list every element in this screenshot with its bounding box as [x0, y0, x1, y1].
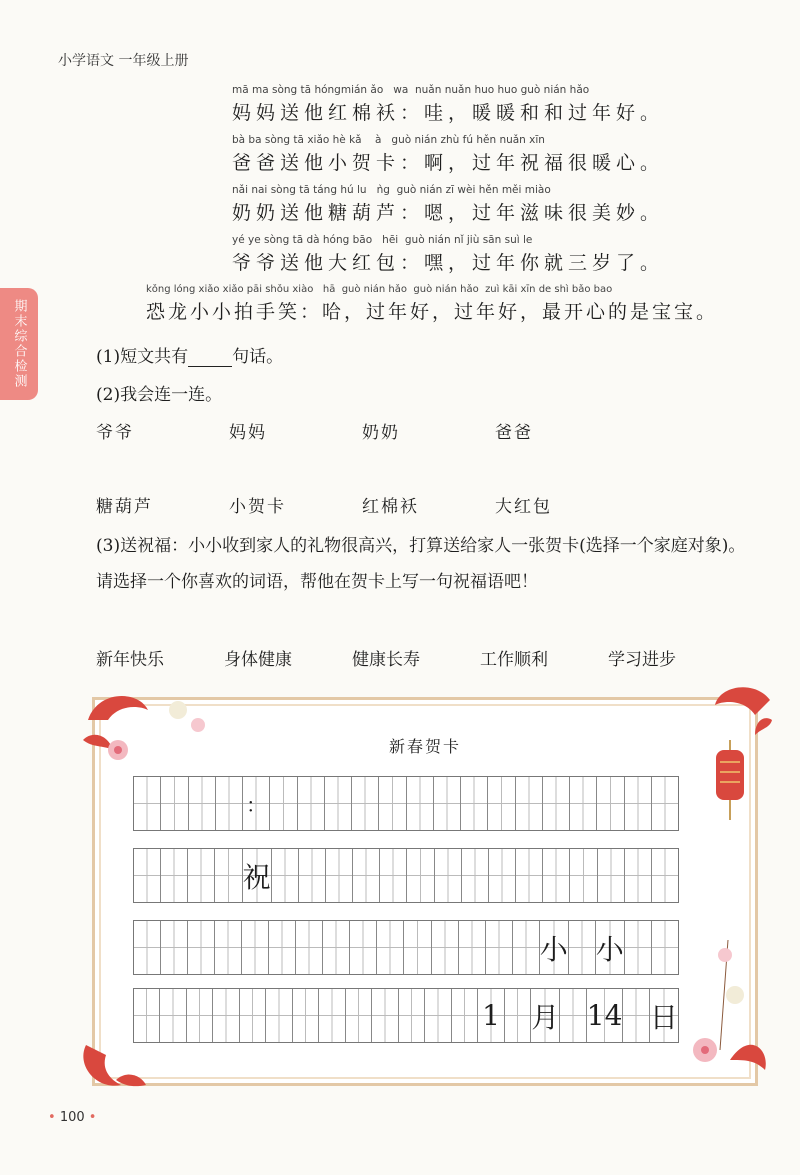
writing-row-4[interactable] — [133, 988, 679, 1043]
person-item[interactable]: 妈妈 — [229, 423, 267, 443]
flower-corner-bottom-right-icon — [680, 940, 770, 1080]
flower-corner-top-left-icon — [78, 680, 218, 770]
hanzi-line: 奶奶送他糖葫芦：嗯，过年滋味很美妙。 — [232, 202, 665, 224]
poem-line-3 — [232, 184, 664, 225]
hanzi-line: 爸爸送他小贺卡：啊，过年祝福很暖心。 — [232, 152, 665, 174]
person-item[interactable]: 爸爸 — [495, 423, 533, 443]
gift-item[interactable]: 大红包 — [495, 497, 552, 517]
date-day-char: 日 — [650, 989, 678, 1042]
person-item[interactable]: 奶奶 — [362, 423, 400, 443]
signature-char: 小 — [596, 921, 625, 974]
gift-item[interactable]: 糖葫芦 — [96, 497, 153, 517]
date-month: 1 — [478, 989, 504, 1042]
wish-option[interactable]: 新年快乐 — [96, 650, 164, 670]
poem-line-2 — [232, 134, 664, 175]
lantern-icon — [710, 740, 750, 830]
writing-row-2[interactable] — [133, 848, 679, 903]
question-1 — [96, 342, 283, 367]
signature-char: 小 — [540, 921, 569, 974]
hanzi-line: 恐龙小小拍手笑：哈，过年好，过年好，最开心的是宝宝。 — [146, 301, 719, 323]
hanzi-line: 爷爷送他大红包：嘿，过年你就三岁了。 — [232, 252, 665, 274]
date-month-char: 月 — [531, 989, 560, 1042]
pinyin-line: mā ma sòng tā hóngmián ǎo wa nuǎn nuǎn huo huo guò nián hǎo — [232, 84, 590, 96]
wish-option[interactable]: 身体健康 — [224, 650, 292, 670]
question-1-text: (1)短文共有 — [96, 347, 189, 367]
answer-blank[interactable] — [188, 352, 232, 367]
page-number-value: 100 — [59, 1110, 85, 1125]
writing-row-3[interactable] — [133, 920, 679, 975]
writing-row-1[interactable] — [133, 776, 679, 831]
pinyin-line: kǒng lóng xiǎo xiǎo pāi shǒu xiào hā guò nián hǎo guò nián hǎo zuì kāi xīn de shì bǎo bao — [146, 284, 613, 295]
wish-option[interactable]: 学习进步 — [608, 650, 676, 670]
question-1-suffix: 句话。 — [232, 347, 284, 367]
gift-item[interactable]: 小贺卡 — [229, 497, 286, 517]
question-2: (2)我会连一连。 — [96, 385, 223, 405]
side-tab: 期末综合检测 — [0, 288, 38, 400]
person-item[interactable]: 爷爷 — [96, 423, 134, 443]
pinyin-line: nǎi nai sòng tā táng hú lu ǹg guò nián zī wèi hěn měi miào — [232, 184, 551, 196]
pinyin-line: yé ye sòng tā dà hóng bāo hēi guò nián nǐ jiù sān suì le — [232, 234, 533, 246]
poem-line-1 — [232, 84, 664, 125]
poem-line-4 — [232, 234, 664, 275]
book-header: 小学语文 一年级上册 — [58, 53, 189, 69]
flower-corner-bottom-left-icon — [76, 1035, 156, 1095]
card-title: 新春贺卡 — [388, 737, 461, 756]
date-day: 14 — [587, 989, 624, 1042]
page-number: • 100 • — [48, 1110, 97, 1125]
wish-char: 祝 — [243, 849, 272, 902]
gifts-row — [96, 492, 656, 517]
wish-option[interactable]: 工作顺利 — [480, 650, 548, 670]
pinyin-line: bà ba sòng tā xiǎo hè kǎ à guò nián zhù fú hěn nuǎn xīn — [232, 134, 545, 146]
hanzi-line: 妈妈送他红棉袄：哇，暖暖和和过年好。 — [232, 102, 665, 124]
question-3: (3)送祝福：小小收到家人的礼物很高兴，打算送给家人一张贺卡(选择一个家庭对象)。请选择一个你喜欢的词语，帮他在贺卡上写一句祝福语吧！ — [96, 536, 746, 592]
people-row — [96, 418, 656, 443]
gift-item[interactable]: 红棉袄 — [362, 497, 419, 517]
colon-char: ： — [243, 777, 270, 830]
poem-line-5 — [146, 284, 718, 324]
wishes-row — [96, 645, 736, 670]
wish-option[interactable]: 健康长寿 — [352, 650, 420, 670]
